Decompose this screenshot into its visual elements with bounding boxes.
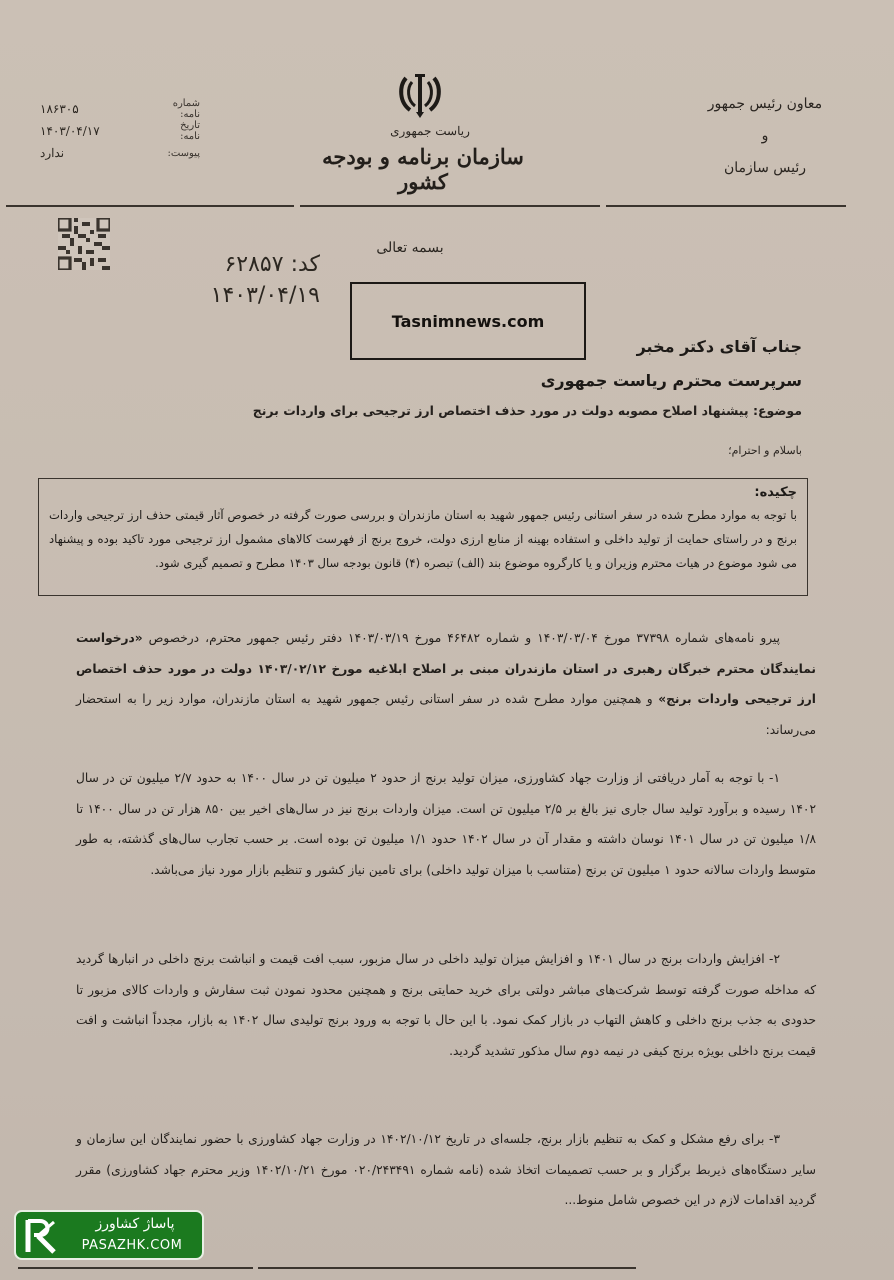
signer-line: و <box>761 128 769 144</box>
addressee-title: سرپرست محترم ریاست جمهوری <box>540 371 802 390</box>
signer-line: رئیس سازمان <box>724 160 806 176</box>
body-item-1 <box>76 763 816 885</box>
item-text: ۱- با توجه به آمار دریافتی از وزارت جهاد کشاورزی، میزان تولید برنج از حدود ۲ میلیون تن در سال ۱۴۰۰ به حدود ۲/۷ میلیون تن در سال ۱۴۰۲ رسیده و برآورد تولید سال جاری نیز بالغ بر ۲/۵ میلیون تن است. میزان واردات برنج نیز در سال‌های اخیر بین ۸۵۰ هزار تن در سال ۱۴۰۰ تا ۱/۸ میلیون تن در سال ۱۴۰۱ نوسان داشته و مقدار آن در سال ۱۴۰۲ حدود ۱/۱ میلیون تن بوده است. بر حسب تجارب سال‌های گذشته، به طور متوسط واردات سالانه حدود ۱ میلیون تن برنج (متناسب با میزان تولید داخلی) برای تامین نیاز کشور و تنظیم بازار مورد نیاز می‌باشد. <box>76 771 817 877</box>
body-item-2 <box>76 944 816 1066</box>
meta-label: تاریخ نامه: <box>180 120 200 142</box>
meta-label: پیوست: <box>167 147 200 159</box>
qr-code-icon <box>58 218 110 270</box>
intro-bold-quote: «درخواست نمایندگان محترم خبرگان رهبری در استان مازندران مبنی بر اصلاح ابلاغیه مورخ ۱۴۰۳/۰۲/۱۲ دولت در مورد حذف اختصاص ارز ترجیحی واردات برنج» <box>76 631 816 706</box>
org-subtitle: ریاست جمهوری <box>390 124 470 138</box>
badge-domain: PASAZHK.COM <box>81 1238 183 1253</box>
stamp-code-value: ۶۲۸۵۷ <box>224 252 284 277</box>
greeting: باسلام و احترام؛ <box>728 444 802 457</box>
stamp-date: ۱۴۰۳/۰۴/۱۹ <box>210 283 320 308</box>
summary-title: چکیده: <box>754 485 797 500</box>
letter-subject: موضوع: پیشنهاد اصلاح مصوبه دولت در مورد حذف اختصاص ارز ترجیحی برای واردات برنج <box>252 403 802 418</box>
org-name: سازمان برنامه و بودجه کشور <box>322 144 524 194</box>
meta-row-date <box>40 120 200 142</box>
meta-row-number <box>40 98 200 120</box>
watermark-text: Tasnimnews.com <box>391 311 545 331</box>
item-text: ۲- افزایش واردات برنج در سال ۱۴۰۱ و افزایش میزان تولید داخلی در سال مزبور، سبب افت قیمت و انباشت برنج داخلی در انبارها گردید که مداخله صورت گرفته توسط شرکت‌های مباشر دولتی برای خرید حمایتی برنج و همچنین محدود نمودن ثبت سفارش و واردات کالای مزبور تا حدودی به جذب برنج داخلی و کاهش التهاب در بازار کمک نمود. با این حال با توجه به ورود برنج تولیدی سال ۱۴۰۲ به بازار، مجدداً انباشت و افت قیمت برنج داخلی بویژه برنج کیفی در نیمه دوم سال مذکور تشدید گردید. <box>76 952 816 1058</box>
item-text: ۳- برای رفع مشکل و کمک به تنظیم بازار برنج، جلسه‌ای در تاریخ ۱۴۰۲/۱۰/۱۲ در وزارت جهاد کشاورزی با حضور نمایندگان این سازمان و سایر دستگاه‌های ذیربط برگزار و بر حسب تصمیمات اتخاذ شده (نامه شماره ۰۲۰/۲۴۳۴۹۱ مورخ ۱۴۰۲/۱۰/۲۱ وزیر محترم جهاد کشاورزی) مقرر گردید اقدامات لازم در این خصوص شامل منوط... <box>76 1132 817 1207</box>
meta-row-attachment <box>40 142 200 164</box>
header-divider <box>6 205 294 207</box>
body-intro <box>76 623 816 745</box>
header-divider <box>300 205 600 207</box>
badge-title-fa: پاساژ کشاورز <box>95 1216 175 1232</box>
letter-meta <box>40 98 200 164</box>
pasazhk-badge <box>14 1210 204 1260</box>
addressee-name: جناب آقای دکتر مخبر <box>636 337 802 356</box>
registration-stamp <box>170 252 320 308</box>
iran-emblem-icon <box>398 72 442 118</box>
summary-box <box>38 478 808 596</box>
signer-title <box>700 88 830 184</box>
stamp-code-label: کد: <box>290 252 320 277</box>
watermark-box <box>350 282 586 360</box>
body-item-3 <box>76 1124 816 1216</box>
footer-divider <box>18 1267 253 1269</box>
summary-body: با توجه به موارد مطرح شده در سفر استانی رئیس جمهور شهید به استان مازندران و بررسی صورت گرفته در خصوص آثار قیمتی حذف ارز ترجیحی واردات برنج و در راستای حمایت از تولید داخلی و استفاده بهینه از منابع ارزی دولت، خروج برنج از فهرست کالاهای مشمول ارز ترجیحی مورد تاکید بوده و پیشنهاد می شود موضوع در هیات محترم وزیران و یا کارگروه موضوع بند (الف) تبصره (۴) قانون بودجه سال ۱۴۰۳ مطرح و تصمیم گیری شود. <box>49 508 797 570</box>
header-divider <box>606 205 846 207</box>
meta-value: ۱۸۶۳۰۵ <box>40 102 79 116</box>
bismillah: بسمه تعالی <box>376 240 444 256</box>
meta-label: شماره نامه: <box>172 98 200 120</box>
footer-divider <box>258 1267 636 1269</box>
intro-text: و همچنین موارد مطرح شده در سفر استانی رئیس جمهور شهید به استان مازندران، موارد زیر را به استحضار می‌رساند: <box>76 692 816 737</box>
meta-value: ۱۴۰۳/۰۴/۱۷ <box>40 124 100 138</box>
meta-value: ندارد <box>40 146 65 160</box>
pk-logo-icon <box>24 1218 64 1254</box>
stamp-code <box>170 252 320 277</box>
intro-text: پیرو نامه‌های شماره ۳۷۳۹۸ مورخ ۱۴۰۳/۰۳/۰۴ و شماره ۴۶۴۸۲ مورخ ۱۴۰۳/۰۳/۱۹ دفتر رئیس جمهور محترم، درخصوص <box>142 631 780 645</box>
signer-line: معاون رئیس جمهور <box>707 96 823 112</box>
